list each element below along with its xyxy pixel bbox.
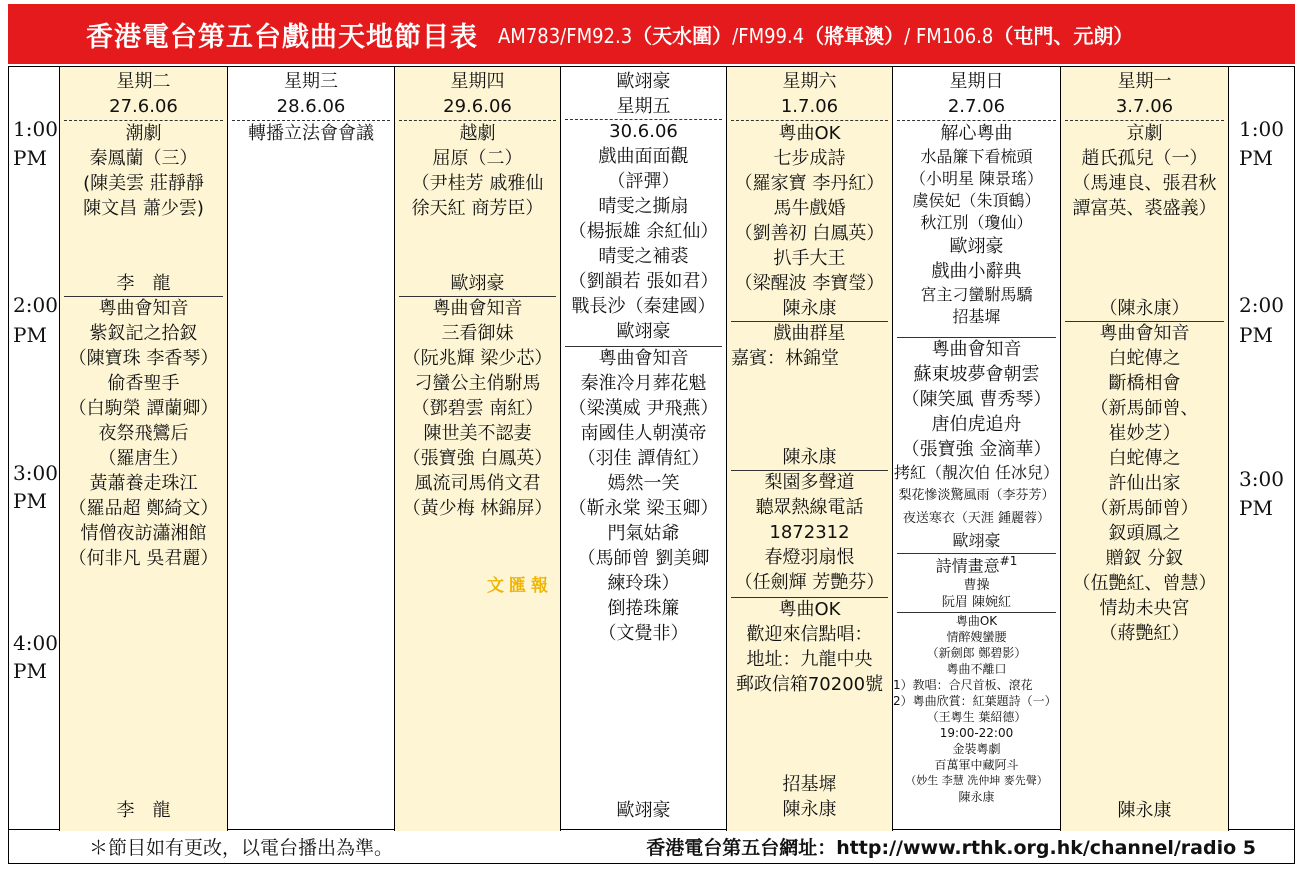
column-sunday [892,67,1060,831]
host-name: 歐翊豪 [450,273,505,294]
program-title: 粵曲OK [955,614,998,628]
program-title: 粵曲不離口 [946,662,1007,676]
time-1pm-suffix: PM [1239,146,1273,170]
program-cast: （白駒榮 譚蘭卿） [68,398,219,419]
program-item: 許仙出家 [1108,473,1181,494]
program-cast: （羽佳 譚倩紅） [577,448,710,469]
program-item: 2）粵曲欣賞：紅葉題詩（一） [893,694,1057,708]
program-cast: （陳寶珠 李香琴） [68,348,219,369]
program-cast: (陳美雲 莊靜靜 [83,173,204,194]
column-monday [1060,67,1228,831]
program-cast: （鄧碧雲 南紅） [411,398,544,419]
program-cast: 阮眉 陳婉紅 [941,595,1012,611]
time-4pm-suffix: PM [13,659,47,683]
program-item: 聽眾熱線電話 [755,497,864,518]
time-2pm: 2:00 [1239,293,1284,317]
column-friday [560,67,726,831]
program-cast: （新馬師曾、 [1090,398,1199,419]
program-item: 情僧夜訪瀟湘館 [80,523,207,544]
program-cast: （楊振雄 余紅仙） [568,221,719,242]
program-title: 解心粵曲 [940,123,1013,144]
freq-3: / FM106.8 [904,23,994,48]
date-label: 28.6.06 [276,96,346,117]
time-3pm: 3:00 [1239,467,1284,491]
program-title: 粵曲會知音 [98,298,189,319]
program-title: 粵曲會知音 [931,339,1022,360]
program-item: 馬牛戲婚 [773,198,846,219]
program-item: 嫣然一笑 [607,473,680,494]
program-cast: （王粵生 葉紹德） [926,710,1027,724]
program-item: 陳世美不認妻 [423,423,532,444]
program-cast: （張寶強 白鳳英） [402,448,553,469]
host-name: 歐翊豪 [616,71,671,92]
program-item: 百萬軍中藏阿斗 [934,758,1019,772]
date-label: 29.6.06 [443,96,512,117]
day-label: 星期二 [116,71,171,92]
program-cast: （尹桂芳 戚雅仙 [411,173,544,194]
freq-1-area: （天水圍） [632,23,733,48]
program-item: 斷橋相會 [1108,373,1181,394]
program-item: 倒捲珠簾 [607,598,680,619]
host-name: （陳永康） [1099,298,1190,319]
program-item: 晴雯之撕扇 [598,196,689,217]
schedule-grid [8,66,1295,830]
program-item: 水晶簾下看梳頭 [920,147,1033,166]
freq-2: /FM99.4 [732,23,805,48]
program-cast: （新馬師曾） [1090,498,1199,519]
program-item: 唐伯虎追舟 [931,414,1022,435]
time-column-right [1228,67,1294,831]
program-item: 拷紅（靚次伯 任冰兒） [893,463,1060,482]
program-cast: （蔣艷紅） [1099,623,1190,644]
program-cast: （小明星 陳景瑤） [909,169,1044,188]
program-guest: 嘉賓：林錦堂 [731,348,839,369]
host-name: 陳永康 [1117,800,1172,821]
time-4pm: 4:00 [13,631,58,655]
footer [8,830,1295,864]
program-item: 白蛇傳之 [1108,348,1181,369]
program-cast: （羅唐生） [98,448,189,469]
program-cast: （陳笑風 曹秀琴） [901,389,1052,410]
program-title: 轉播立法會會議 [248,123,374,144]
day-label: 星期三 [284,71,338,92]
host-name: 陳永康 [782,447,837,468]
program-title: 粵曲會知音 [598,348,689,369]
program-item: 曹操 [963,578,990,594]
program-item: （評彈） [607,171,680,192]
footer-note: ＊節目如有更改，以電台播出為準。 [89,837,394,859]
program-cast: （劉韻若 張如君） [568,271,719,292]
time-2pm-suffix: PM [1239,323,1273,347]
day-label: 星期六 [782,71,837,92]
program-title: 戲曲面面觀 [598,146,689,167]
date-label: 2.7.06 [947,96,1006,117]
program-item: 秋江別（瓊仙） [920,213,1033,232]
program-item: 晴雯之補裘 [598,246,689,267]
program-item: 風流司馬俏文君 [414,473,541,494]
host-name: 李 龍 [116,273,171,294]
day-label: 星期日 [949,71,1004,92]
program-cast: （靳永棠 梁玉卿） [568,498,719,519]
program-item: 1）教唱：合尺首板、滾花 [893,678,1033,692]
column-thursday [394,67,560,831]
host-name: 陳永康 [782,298,837,319]
program-item: 七步成詩 [773,148,846,169]
program-item: 偷香聖手 [107,373,180,394]
host-name: 歐翊豪 [952,531,1001,550]
footer-website: 香港電台第五台網址：http://www.rthk.org.hk/channel/radio 5 [646,837,1256,859]
time-2pm-suffix: PM [13,323,47,347]
program-item: 夜祭飛鸞后 [98,423,189,444]
program-item: 宮主刁蠻駙馬驕 [920,285,1033,304]
program-cast: （馬連良、張君秋 [1072,173,1217,194]
program-cast: （羅家寶 李丹紅） [734,173,885,194]
program-title: 戲曲小辭典 [931,261,1022,282]
column-tuesday [59,67,227,831]
program-item: 春燈羽扇恨 [764,547,855,568]
day-label: 星期四 [450,71,505,92]
program-item: 情劫未央宮 [1099,598,1190,619]
program-item: 郵政信箱70200號 [735,674,884,695]
program-item: 三看御妹 [441,323,514,344]
header-banner [8,4,1295,64]
program-cast: （馬師曾 劉美卿 [577,548,710,569]
host-name: 歐翊豪 [616,321,671,342]
frequency-list [498,20,1133,49]
program-cast: 崔妙芝） [1108,423,1181,444]
program-cast: （阮兆輝 梁少芯） [402,348,553,369]
program-cast: （任劍輝 芳艷芬） [734,572,885,593]
program-title: 粵曲OK [778,123,841,144]
time-1pm: 1:00 [13,117,58,141]
watermark: 文匯報 [487,576,553,596]
page-title: 香港電台第五台戲曲天地節目表 [86,21,478,53]
program-item: 蘇東坡夢會朝雲 [913,364,1040,385]
program-item: 戰長沙（秦建國） [571,296,716,317]
program-cast: （伍艷紅、曾慧） [1072,573,1217,594]
time-3pm-suffix: PM [13,489,47,513]
freq-2-area: （將軍澳） [804,23,905,48]
program-item: 南國佳人朝漢帝 [580,423,707,444]
program-item: 白蛇傳之 [1108,448,1181,469]
program-item: 釵頭鳳之 [1108,523,1181,544]
program-cast: （劉善初 白鳳英） [734,223,885,244]
program-cast: 陳文昌 蕭少雲) [83,198,204,219]
host-name: 招基墀 [782,774,837,795]
time-1pm-suffix: PM [13,146,47,170]
date-label: 1.7.06 [780,96,839,117]
program-item: 趙氏孤兒（一） [1081,148,1208,169]
time-3pm: 3:00 [13,461,58,485]
program-time: 19:00-22:00 [939,726,1014,740]
program-cast: （梁漢威 尹飛燕） [568,398,719,419]
program-item: 秦鳳蘭（三） [89,148,198,169]
program-title: 潮劇 [125,123,162,144]
program-cast: 譚富英、裘盛義） [1072,198,1217,219]
program-cast: （妙生 李慧 冼仲坤 麥先聲） [905,774,1048,787]
program-title: 粵曲會知音 [432,298,523,319]
footnote-marker: #1 [999,554,1018,568]
program-title-text: 詩情畫意 [935,556,1000,576]
column-saturday [726,67,892,831]
program-item: 歡迎來信點唱： [746,624,873,645]
date-label: 30.6.06 [609,121,678,142]
program-item: 秦淮冷月葬花魁 [580,373,707,394]
program-item: 門氣姑爺 [607,523,680,544]
program-item: 夜送寒衣（天涯 鍾麗蓉） [902,511,1051,526]
program-title: 梨園多聲道 [764,472,855,493]
program-title: 粵曲OK [778,599,841,620]
host-name: 陳永康 [782,799,837,820]
program-title [893,553,1060,577]
program-item: 虞侯妃（朱頂鶴） [912,191,1041,210]
program-title: 越劇 [459,123,496,144]
program-cast: （張寶強 金滴華） [901,439,1052,460]
program-cast: （黃少梅 林錦屏） [402,498,553,519]
time-2pm: 2:00 [13,293,58,317]
program-title: 京劇 [1126,123,1163,144]
host-name: 招基墀 [952,307,1001,326]
program-item: 紫釵記之拾釵 [89,323,198,344]
program-cast: （梁醒波 李寶瑩） [734,273,885,294]
program-cast: （新劍郎 鄭碧影） [926,646,1027,660]
freq-3-area: （屯門、元朗） [993,23,1134,48]
host-name: 李 龍 [116,800,171,821]
day-label: 星期五 [616,96,671,117]
program-item: 地址：九龍中央 [746,649,873,670]
program-cast: （羅品超 鄭綺文） [68,498,219,519]
program-item: 贈釵 分釵 [1105,548,1184,569]
column-wednesday [227,67,394,831]
time-column-left [9,67,59,831]
program-item: 梨花慘淡驚風雨（李芬芳） [898,488,1055,503]
program-title: 金裝粵劇 [952,742,1001,756]
host-name: 歐翊豪 [616,800,671,821]
program-title: 戲曲群星 [773,323,846,344]
program-cast: 練玲珠） [607,573,680,594]
program-cast: （何非凡 吳君麗） [68,548,219,569]
host-name: 歐翊豪 [949,236,1004,257]
freq-1: AM783/FM92.3 [498,23,633,48]
time-3pm-suffix: PM [1239,496,1273,520]
program-item: 扒手大王 [773,248,846,269]
program-item: 屈原（二） [432,148,523,169]
time-1pm: 1:00 [1239,117,1284,141]
date-label: 3.7.06 [1115,96,1174,117]
program-cast: 徐天紅 商芳臣） [411,198,544,219]
day-label: 星期一 [1117,71,1172,92]
host-name: 陳永康 [958,790,995,804]
program-item: 情醉嫂蠻腰 [946,630,1007,644]
program-cast: （文覺非） [598,623,689,644]
program-title: 粵曲會知音 [1099,323,1190,344]
program-item: 刁蠻公主俏駙馬 [414,373,541,394]
program-item: 1872312 [769,522,850,543]
date-label: 27.6.06 [109,96,178,117]
program-item: 黃蕭養走珠江 [89,473,198,494]
